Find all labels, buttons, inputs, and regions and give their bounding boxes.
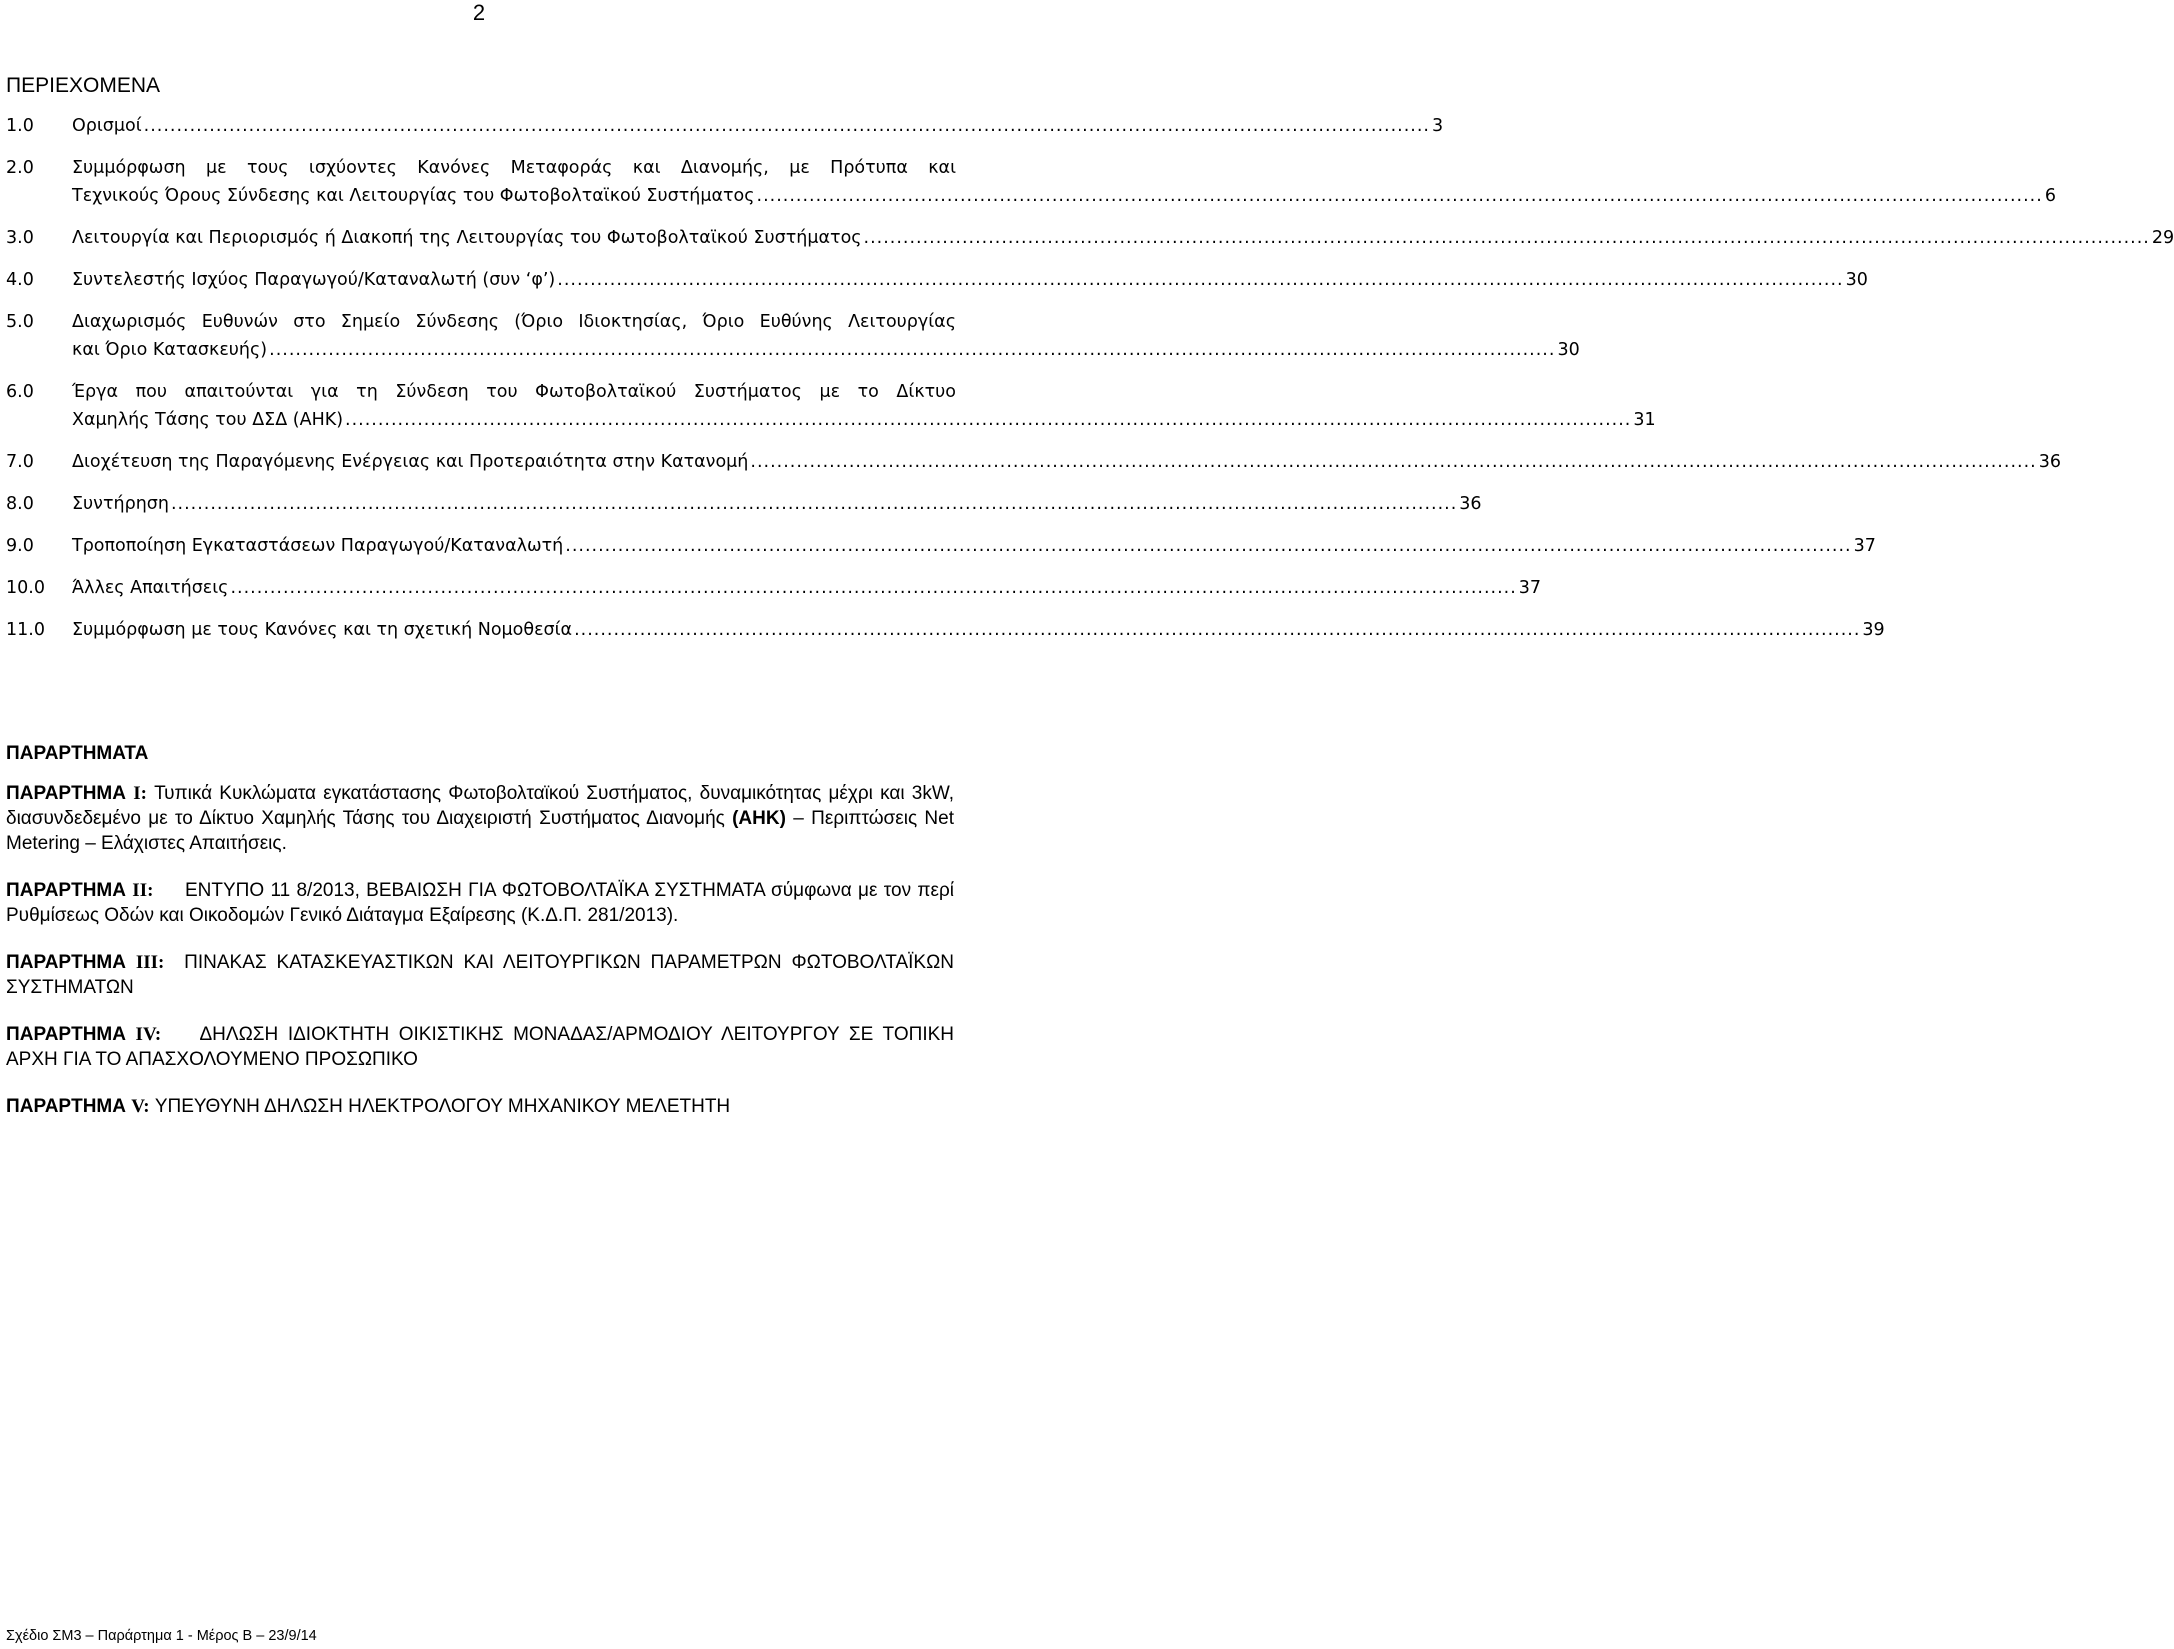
annex-item <box>6 1022 959 1072</box>
toc-leader-dots: .................................................................................................................................................................................................... <box>557 270 1844 290</box>
toc-entry-number: 11.0 <box>6 620 45 640</box>
toc-entry-title: Συντήρηση <box>72 494 169 514</box>
table-of-contents <box>6 112 2174 658</box>
annex-text: Τυπικά Κυκλώματα εγκατάστασης Φωτοβολταϊκού Συστήματος, δυναμικότητας μέχρι και 3kW, διασυνδεδεμένο με το Δίκτυο Χαμηλής Τάσης του Διαχειριστή Συστήματος Διανομής <box>6 783 954 829</box>
toc-entry-page: 30 <box>1557 340 1580 360</box>
toc-entry-page: 36 <box>1459 494 1482 514</box>
toc-entry-title-line: Έργα που απαιτούνται για τη Σύνδεση του Φωτοβολταϊκού Συστήματος με το Δίκτυο <box>72 382 956 402</box>
annex-item <box>6 878 960 928</box>
toc-leader-dots: .................................................................................................................................................................................................... <box>750 452 2037 472</box>
toc-entry[interactable] <box>6 224 2174 252</box>
annex-label: ΠΑΡΑΡΤΗΜΑ <box>6 1024 126 1045</box>
annex-roman-numeral: IV: <box>135 1024 162 1045</box>
annex-text: ΔΗΛΩΣΗ ΙΔΙΟΚΤΗΤΗ ΟΙΚΙΣΤΙΚΗΣ ΜΟΝΑΔΑΣ/ΑΡΜΟΔΙΟΥ ΛΕΙΤΟΥΡΓΟΥ ΣΕ ΤΟΠΙΚΗ ΑΡΧΗ ΓΙΑ ΤΟ ΑΠΑΣΧΟΛΟΥΜΕΝΟ ΠΡΟΣΩΠΙΚΟ <box>6 1024 959 1070</box>
toc-entry-title: Τεχνικούς Όρους Σύνδεσης και Λειτουργίας του Φωτοβολταϊκού Συστήματος <box>72 186 755 206</box>
toc-entry-number: 2.0 <box>6 158 34 178</box>
toc-entry[interactable] <box>6 532 1876 560</box>
toc-entry[interactable] <box>6 266 1868 294</box>
annex-item <box>6 950 960 1000</box>
toc-entry-title: Διοχέτευση της Παραγόμενης Ενέργειας και Προτεραιότητα στην Κατανομή <box>72 452 749 472</box>
toc-entry-page: 29 <box>2151 228 2174 248</box>
toc-leader-dots: .................................................................................................................................................................................................... <box>565 536 1852 556</box>
toc-entry-page: 36 <box>2038 452 2061 472</box>
toc-entry-title: Συμμόρφωση με τους Κανόνες και τη σχετική Νομοθεσία <box>72 620 573 640</box>
toc-entry-title: Άλλες Απαιτήσεις <box>72 578 229 598</box>
toc-entry-number: 1.0 <box>6 116 34 136</box>
annex-item <box>6 781 954 856</box>
annex-text: ΠΙΝΑΚΑΣ ΚΑΤΑΣΚΕΥΑΣΤΙΚΩΝ ΚΑΙ ΛΕΙΤΟΥΡΓΙΚΩΝ ΠΑΡΑΜΕΤΡΩΝ ΦΩΤΟΒΟΛΤΑΪΚΩΝ ΣΥΣΤΗΜΑΤΩΝ <box>6 952 960 998</box>
toc-leader-dots: .................................................................................................................................................................................................... <box>345 410 1632 430</box>
toc-entry[interactable] <box>6 154 2056 210</box>
toc-entry-number: 10.0 <box>6 578 45 598</box>
annex-text-bold: (ΑΗΚ) <box>724 808 786 829</box>
toc-entry-number: 7.0 <box>6 452 34 472</box>
annex-roman-numeral: V: <box>131 1096 150 1117</box>
toc-entry[interactable] <box>6 308 1580 364</box>
toc-entry[interactable] <box>6 378 1656 434</box>
annexes-heading: ΠΑΡΑΡΤΗΜΑΤΑ <box>6 743 149 764</box>
toc-entry-title-line: Συμμόρφωση με τους ισχύοντες Κανόνες Μεταφοράς και Διανομής, με Πρότυπα και <box>72 158 956 178</box>
toc-entry-number: 5.0 <box>6 312 34 332</box>
toc-entry-number: 9.0 <box>6 536 34 556</box>
toc-entry-page: 6 <box>2044 186 2056 206</box>
toc-entry-number: 6.0 <box>6 382 34 402</box>
footer: Σχέδιο ΣΜ3 – Παράρτημα 1 - Μέρος Β – 23/9/14 <box>6 1628 317 1644</box>
toc-entry[interactable] <box>6 574 1542 602</box>
annex-label: ΠΑΡΑΡΤΗΜΑ <box>6 952 126 973</box>
toc-entry-page: 37 <box>1853 536 1876 556</box>
toc-leader-dots: .................................................................................................................................................................................................... <box>143 116 1430 136</box>
toc-entry[interactable] <box>6 490 1482 518</box>
toc-leader-dots: .................................................................................................................................................................................................... <box>230 578 1517 598</box>
annex-text: ΕΝΤΥΠΟ 11 8/2013, ΒΕΒΑΙΩΣΗ ΓΙΑ ΦΩΤΟΒΟΛΤΑΪΚΑ ΣΥΣΤΗΜΑΤΑ σύμφωνα με τον περί Ρυθμίσεως Οδών και Οικοδομών Γενικό Διάταγμα Εξαίρεσης (Κ.Δ.Π. 281/2013). <box>6 880 960 926</box>
toc-leader-dots: .................................................................................................................................................................................................... <box>756 186 2043 206</box>
toc-entry-title: και Όριο Κατασκευής) <box>72 340 268 360</box>
toc-entry[interactable] <box>6 448 2061 476</box>
toc-entry-page: 31 <box>1633 410 1656 430</box>
annex-label: ΠΑΡΑΡΤΗΜΑ <box>6 783 126 804</box>
annex-text: ΥΠΕΥΘΥΝΗ ΔΗΛΩΣΗ ΗΛΕΚΤΡΟΛΟΓΟΥ ΜΗΧΑΝΙΚΟΥ ΜΕΛΕΤΗΤΗ <box>149 1096 731 1117</box>
toc-entry-page: 30 <box>1845 270 1868 290</box>
toc-entry-title-line: Διαχωρισμός Ευθυνών στο Σημείο Σύνδεσης (Όριο Ιδιοκτησίας, Όριο Ευθύνης Λειτουργίας <box>72 312 956 332</box>
toc-entry-title: Συντελεστής Ισχύος Παραγωγού/Καταναλωτή (συν ‘φ’) <box>72 270 556 290</box>
toc-entry-number: 8.0 <box>6 494 34 514</box>
annex-label: ΠΑΡΑΡΤΗΜΑ <box>6 880 126 901</box>
annex-label: ΠΑΡΑΡΤΗΜΑ <box>6 1096 126 1117</box>
toc-entry-title: Τροποποίηση Εγκαταστάσεων Παραγωγού/Καταναλωτή <box>72 536 564 556</box>
annexes-list <box>6 781 960 1141</box>
annex-item <box>6 1094 954 1119</box>
page-number: 2 <box>472 0 486 25</box>
toc-entry-page: 39 <box>1862 620 1885 640</box>
toc-leader-dots: .................................................................................................................................................................................................... <box>269 340 1556 360</box>
toc-entry-page: 37 <box>1518 578 1542 598</box>
toc-entry[interactable] <box>6 112 1444 140</box>
toc-entry[interactable] <box>6 616 1885 644</box>
toc-heading: ΠΕΡΙΕΧΟΜΕΝΑ <box>6 74 161 97</box>
toc-entry-number: 3.0 <box>6 228 34 248</box>
toc-entry-title: Χαμηλής Τάσης του ΔΣΔ (ΑΗΚ) <box>72 410 344 430</box>
annex-roman-numeral: III: <box>135 952 165 973</box>
toc-leader-dots: .................................................................................................................................................................................................... <box>170 494 1458 514</box>
toc-leader-dots: .................................................................................................................................................................................................... <box>574 620 1861 640</box>
annex-roman-numeral: II: <box>132 880 154 901</box>
annex-roman-numeral: I: <box>133 783 147 804</box>
annex-text-continued: – Περιπτώσεις Net Metering – Ελάχιστες Απαιτήσεις. <box>6 808 954 854</box>
toc-entry-page: 3 <box>1431 116 1444 136</box>
toc-entry-title: Λειτουργία και Περιορισμός ή Διακοπή της Λειτουργίας του Φωτοβολταϊκού Συστήματος <box>72 228 862 248</box>
toc-leader-dots: .................................................................................................................................................................................................... <box>863 228 2150 248</box>
toc-entry-number: 4.0 <box>6 270 34 290</box>
toc-entry-title: Ορισμοί <box>72 116 142 136</box>
